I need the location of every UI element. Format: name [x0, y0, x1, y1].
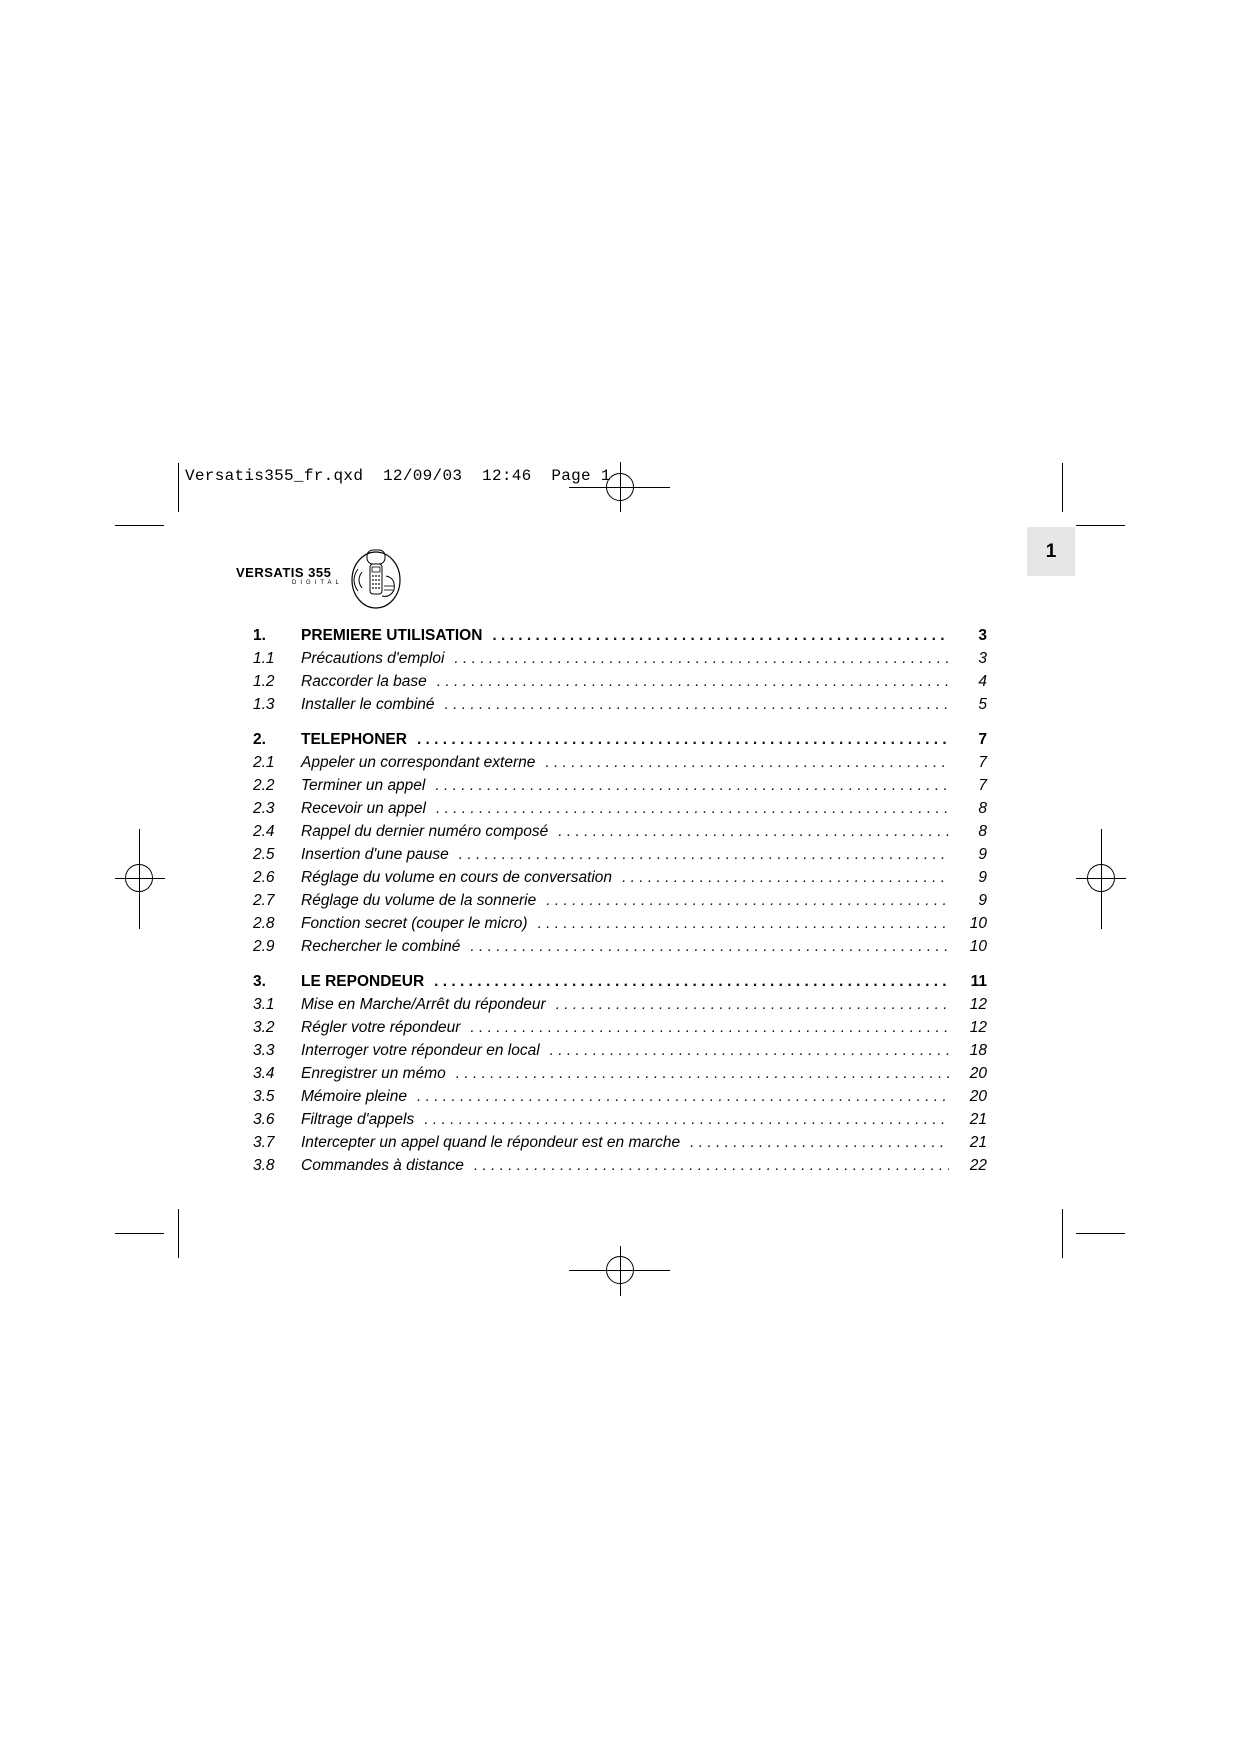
leader-dots	[470, 938, 949, 956]
entry-number: 2.5	[253, 846, 275, 863]
phone-icon	[346, 546, 406, 610]
entry-number: 3.1	[253, 996, 275, 1013]
toc-entry[interactable]	[253, 996, 987, 1019]
toc-entry[interactable]	[253, 1019, 987, 1042]
entry-number: 3.8	[253, 1157, 275, 1174]
page-ref: 10	[969, 938, 987, 955]
toc-entry[interactable]	[253, 1134, 987, 1157]
entry-title: Raccorder la base	[301, 673, 427, 690]
leader-dots	[454, 650, 949, 668]
toc-entry[interactable]	[253, 915, 987, 938]
leader-dots	[459, 846, 949, 864]
entry-number: 2.2	[253, 777, 275, 794]
toc-entry[interactable]	[253, 673, 987, 696]
page-ref: 8	[978, 800, 987, 817]
leader-dots	[550, 1042, 949, 1060]
toc-entry[interactable]	[253, 869, 987, 892]
entry-title: Rechercher le combiné	[301, 938, 461, 955]
entry-title: Enregistrer un mémo	[301, 1065, 446, 1082]
entry-title: Réglage du volume en cours de conversation	[301, 869, 613, 886]
page-ref: 7	[978, 777, 987, 794]
page-ref: 7	[978, 754, 987, 771]
page-ref: 22	[969, 1157, 987, 1174]
leader-dots	[436, 800, 949, 818]
leader-dots	[435, 777, 949, 795]
toc-entry[interactable]	[253, 938, 987, 961]
entry-number: 1.2	[253, 673, 275, 690]
toc-entry[interactable]	[253, 696, 987, 719]
leader-dots	[538, 915, 949, 933]
brand-logo	[234, 546, 406, 610]
page-ref: 10	[969, 915, 987, 932]
entry-title: Rappel du dernier numéro composé	[301, 823, 549, 840]
entry-title: Recevoir un appel	[301, 800, 426, 817]
toc-entry[interactable]	[253, 823, 987, 846]
leader-dots	[434, 973, 949, 991]
toc-entry[interactable]	[253, 754, 987, 777]
entry-number: 3.3	[253, 1042, 275, 1059]
page-ref: 9	[978, 846, 987, 863]
page-ref: 4	[978, 673, 987, 690]
entry-number: 3.4	[253, 1065, 275, 1082]
section-title: LE REPONDEUR	[301, 973, 425, 990]
entry-title: Fonction secret (couper le micro)	[301, 915, 528, 932]
toc-entry[interactable]	[253, 1157, 987, 1180]
entry-number: 2.6	[253, 869, 275, 886]
entry-number: 1.3	[253, 696, 275, 713]
toc-section	[253, 973, 987, 1180]
section-number: 3.	[253, 973, 266, 990]
page-ref: 8	[978, 823, 987, 840]
logo-sub: DIGITAL	[292, 580, 343, 586]
entry-number: 3.6	[253, 1111, 275, 1128]
entry-number: 2.8	[253, 915, 275, 932]
leader-dots	[546, 892, 949, 910]
logo-name: VERSATIS 355	[236, 565, 332, 580]
leader-dots	[558, 823, 949, 841]
toc-heading[interactable]	[253, 731, 987, 754]
leader-dots	[424, 1111, 949, 1129]
section-title: TELEPHONER	[301, 731, 407, 748]
leader-dots	[492, 627, 949, 645]
entry-title: Réglage du volume de la sonnerie	[301, 892, 537, 909]
entry-title: Insertion d'une pause	[301, 846, 449, 863]
entry-number: 3.5	[253, 1088, 275, 1105]
entry-title: Installer le combiné	[301, 696, 435, 713]
entry-number: 1.1	[253, 650, 275, 667]
entry-number: 2.1	[253, 754, 275, 771]
entry-number: 2.9	[253, 938, 275, 955]
leader-dots	[470, 1019, 949, 1037]
leader-dots	[690, 1134, 949, 1152]
section-number: 2.	[253, 731, 266, 748]
print-slug: Versatis355_fr.qxd 12/09/03 12:46 Page 1	[185, 467, 611, 485]
page-number-tab	[1027, 527, 1075, 576]
toc-entry[interactable]	[253, 1088, 987, 1111]
entry-number: 2.3	[253, 800, 275, 817]
page-ref: 20	[969, 1088, 987, 1105]
entry-title: Mise en Marche/Arrêt du répondeur	[301, 996, 546, 1013]
entry-title: Terminer un appel	[301, 777, 426, 794]
entry-title: Mémoire pleine	[301, 1088, 407, 1105]
leader-dots	[437, 673, 949, 691]
page-ref: 18	[969, 1042, 987, 1059]
toc-heading[interactable]	[253, 627, 987, 650]
page-ref: 9	[978, 892, 987, 909]
toc-entry[interactable]	[253, 892, 987, 915]
entry-title: Commandes à distance	[301, 1157, 464, 1174]
toc-section	[253, 627, 987, 719]
leader-dots	[556, 996, 949, 1014]
entry-title: Appeler un correspondant externe	[301, 754, 536, 771]
page-ref: 20	[969, 1065, 987, 1082]
toc-entry[interactable]	[253, 800, 987, 823]
entry-number: 3.7	[253, 1134, 275, 1151]
toc-entry[interactable]	[253, 650, 987, 673]
entry-title: Régler votre répondeur	[301, 1019, 461, 1036]
leader-dots	[622, 869, 949, 887]
leader-dots	[474, 1157, 949, 1175]
entry-number: 2.4	[253, 823, 275, 840]
entry-title: Précautions d'emploi	[301, 650, 445, 667]
toc-heading[interactable]	[253, 973, 987, 996]
page-ref: 11	[970, 973, 987, 990]
leader-dots	[445, 696, 949, 714]
toc-entry[interactable]	[253, 1111, 987, 1134]
page-ref: 21	[969, 1134, 987, 1151]
entry-title: Interroger votre répondeur en local	[301, 1042, 540, 1059]
page-ref: 12	[969, 1019, 987, 1036]
page-ref: 5	[978, 696, 987, 713]
entry-number: 2.7	[253, 892, 275, 909]
page-ref: 12	[969, 996, 987, 1013]
leader-dots	[417, 731, 949, 749]
page-ref: 3	[978, 650, 987, 667]
entry-title: Filtrage d'appels	[301, 1111, 415, 1128]
page-ref: 21	[969, 1111, 987, 1128]
page-number: 1	[1045, 540, 1057, 562]
section-title: PREMIERE UTILISATION	[301, 627, 483, 644]
leader-dots	[545, 754, 949, 772]
entry-number: 3.2	[253, 1019, 275, 1036]
entry-title: Intercepter un appel quand le répondeur est en marche	[301, 1134, 681, 1151]
toc-section	[253, 731, 987, 961]
leader-dots	[456, 1065, 949, 1083]
toc-entry[interactable]	[253, 1042, 987, 1065]
toc-entry[interactable]	[253, 846, 987, 869]
section-number: 1.	[253, 627, 266, 644]
page-ref: 3	[978, 627, 987, 644]
page-ref: 7	[978, 731, 987, 748]
toc-entry[interactable]	[253, 777, 987, 800]
toc-entry[interactable]	[253, 1065, 987, 1088]
page-ref: 9	[978, 869, 987, 886]
leader-dots	[417, 1088, 949, 1106]
table-of-contents	[253, 627, 987, 1192]
